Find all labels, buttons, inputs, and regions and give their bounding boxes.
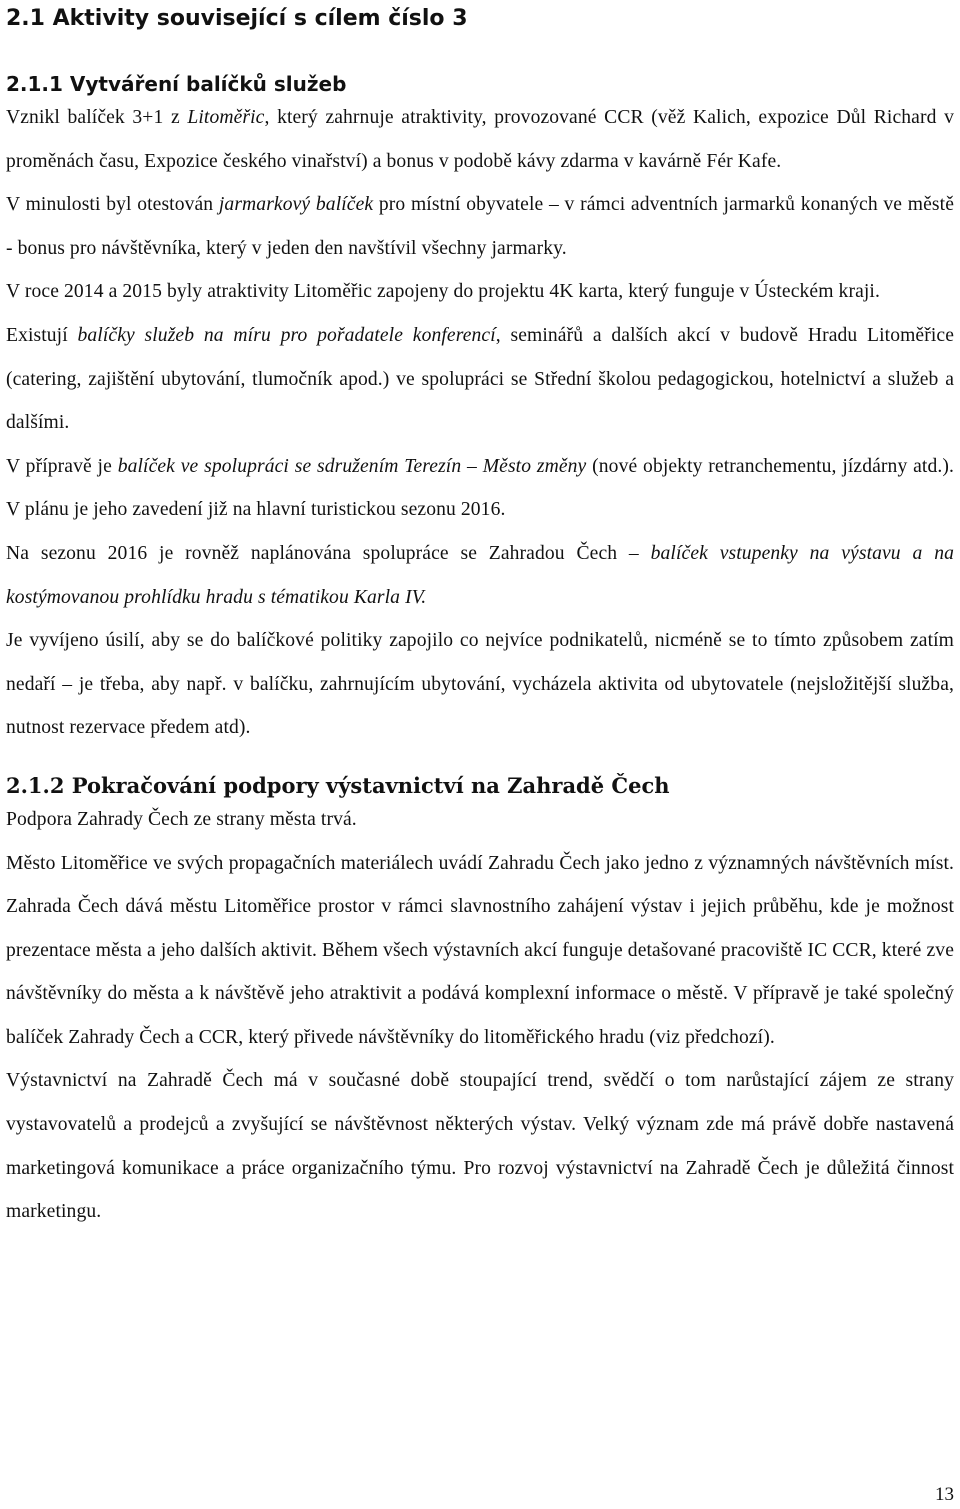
text-run: pro místní obyvatele – v rámci adventních jarmarků konaných ve městě - bonus pro návštěvníka, který v jeden den navštívil všechny jarmarky. xyxy=(6,194,954,259)
text-run-italic: balíček ve spolupráci se sdružením Terezín – Město změny xyxy=(117,455,587,477)
text-run-italic: jarmarkový balíček xyxy=(218,194,374,216)
text-run-italic: balíček vstupenky na výstavu a na kostýmovanou prohlídku hradu s tématikou Karla IV. xyxy=(6,542,954,608)
section-heading: 2.1 Aktivity související s cílem číslo 3 xyxy=(6,6,468,31)
paragraph-balicky-na-miru xyxy=(6,314,954,445)
text-run: Na sezonu 2016 je rovněž naplánována spolupráce se Zahradou Čech – xyxy=(6,542,651,564)
paragraph-podpora: Podpora Zahrady Čech ze strany města trvá. xyxy=(6,808,357,830)
paragraph-balicek-3-1 xyxy=(6,96,954,183)
paragraph-zahrada-cech-2016 xyxy=(6,532,954,619)
text-run: V minulosti byl otestován xyxy=(6,194,219,216)
paragraph-jarmarkovy-balicek xyxy=(6,183,954,270)
text-run-italic: Litoměřic xyxy=(187,107,265,128)
paragraph-terezin xyxy=(6,445,954,532)
subsection-heading-2-1-2: 2.1.2 Pokračování podpory výstavnictví na Zahradě Čech xyxy=(6,772,670,798)
text-run: , který zahrnuje atraktivity, provozované CCR (věž Kalich, expozice Důl Richard v proměnách času, Expozice českého vinařství) a bonus v podobě kávy zdarma v kavárně Fér Kafe. xyxy=(6,107,954,172)
text-run: (nové objekty retranchementu, jízdárny atd.). V plánu je jeho zavedení již na hlavní turistickou sezonu 2016. xyxy=(6,455,954,521)
paragraph-podnikatele: Je vyvíjeno úsilí, aby se do balíčkové politiky zapojilo co nejvíce podnikatelů, nicméně se to tímto způsobem zatím nedaří – je třeba, aby např. v balíčku, zahrnujícím ubytování, vycházela aktivita od ubytovatele (nejsložitější služba, nutnost rezervace předem atd). xyxy=(6,630,954,739)
text-run-italic: balíčky služeb na míru pro pořadatele konferencí xyxy=(77,324,496,346)
text-run: , seminářů a dalších akcí v budově Hradu Litoměřice (catering, zajištění ubytování, tlumočník apod.) ve spolupráci se Střední školou pedagogickou, hotelnictví a služeb a dalšími. xyxy=(6,324,954,434)
text-run: Existují xyxy=(6,324,78,346)
text-run: V přípravě je xyxy=(6,455,118,477)
paragraph-propagace: Město Litoměřice ve svých propagačních materiálech uvádí Zahradu Čech jako jedno z významných návštěvních míst. Zahrada Čech dává městu Litoměřice prostor v rámci slavnostního zahájení výstav i jejich průběhu, kde je možnost prezentace města a jeho dalších aktivit. Během všech výstavních akcí funguje detašované pracoviště IC CCR, které zve návštěvníky do města a k návštěvě jeho atraktivit a podává komplexní informace o městě. V přípravě je také společný balíček Zahrady Čech a CCR, který přivede návštěvníky do litoměřického hradu (viz předchozí). xyxy=(6,852,954,1048)
document-page xyxy=(6,0,954,1234)
text-run: Vznikl balíček 3+1 z xyxy=(6,107,188,128)
paragraph-vystavnictvi-trend: Výstavnictví na Zahradě Čech má v současné době stoupající trend, svědčí o tom narůstající zájem ze strany vystavovatelů a prodejců a zvyšující se návštěvnost některých výstav. Velký význam zde má právě dobře nastavená marketingová komunikace a práce organizačního týmu. Pro rozvoj výstavnictví na Zahradě Čech je důležitá činnost marketingu. xyxy=(6,1070,954,1223)
subsection-heading-2-1-1: 2.1.1 Vytváření balíčků služeb xyxy=(6,72,347,96)
page-number: 13 xyxy=(935,1484,954,1505)
paragraph-4k-karta: V roce 2014 a 2015 byly atraktivity Litoměřic zapojeny do projektu 4K karta, který funguje v Ústeckém kraji. xyxy=(6,281,880,303)
